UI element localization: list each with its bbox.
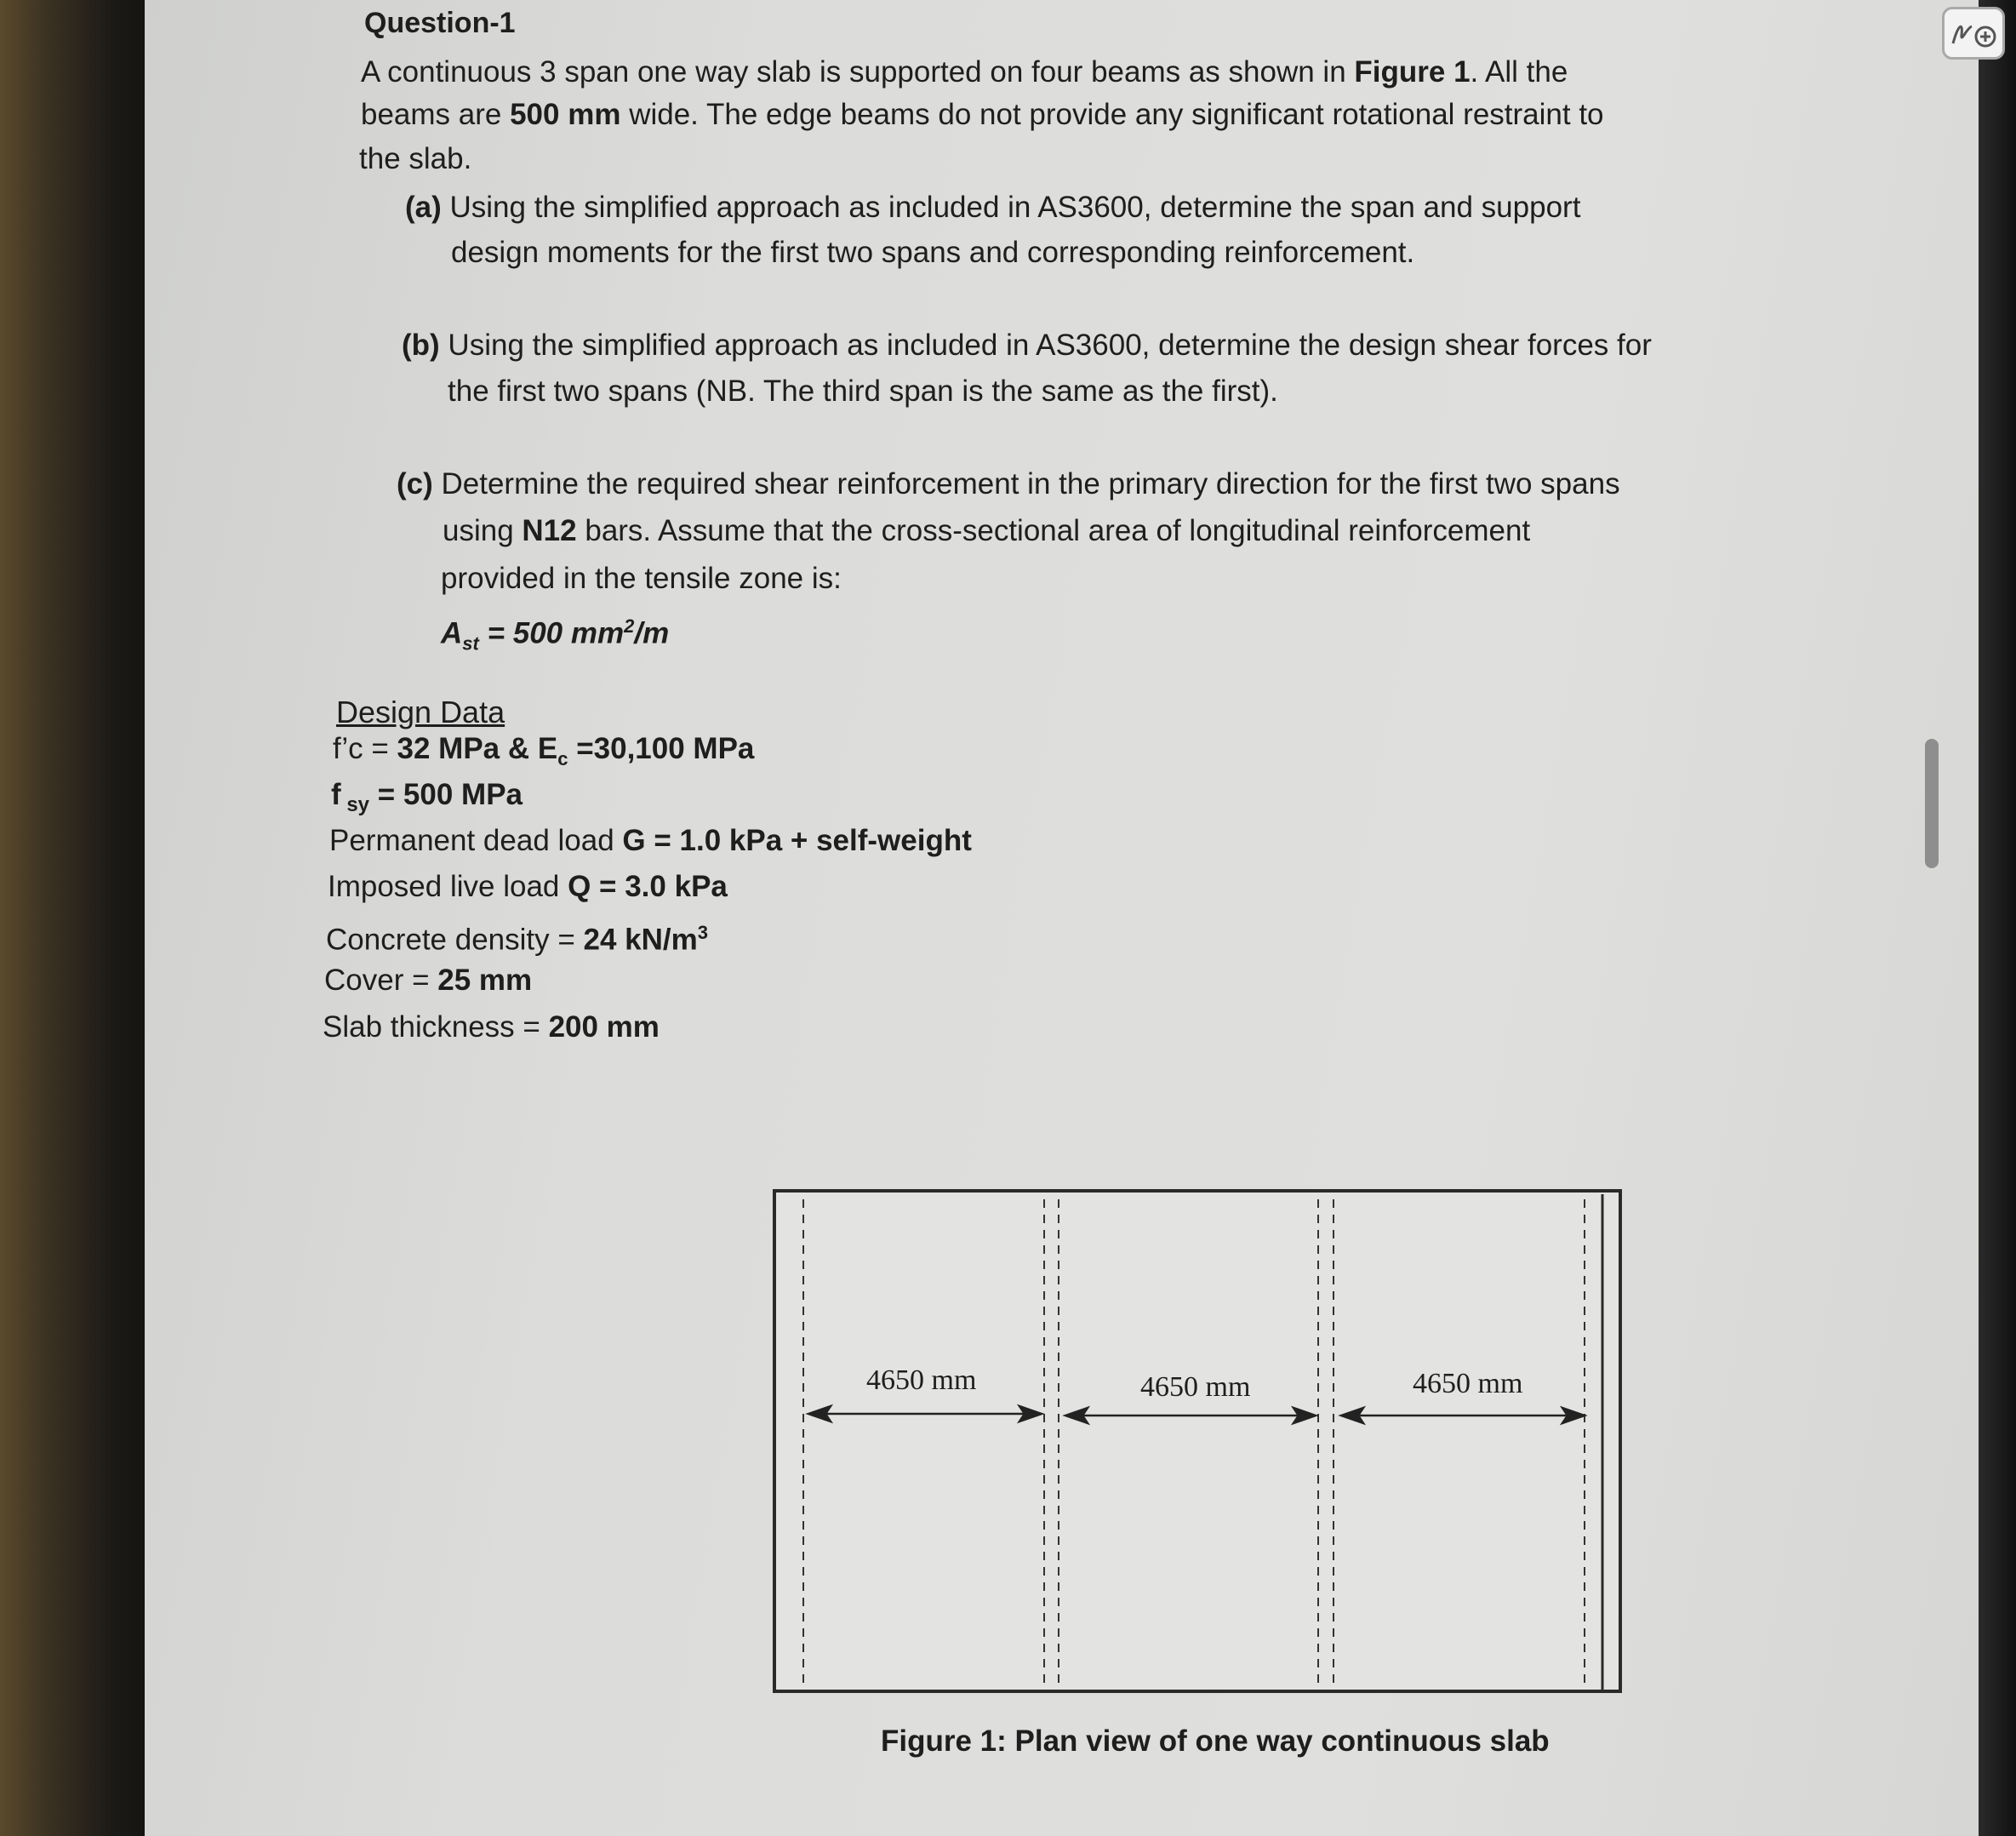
span-2-dimension: 4650 mm xyxy=(1140,1371,1251,1403)
cover-line: Cover = 25 mm xyxy=(324,964,533,997)
part-b-line-2: the first two spans (NB. The third span is the same as the first). xyxy=(448,375,1278,408)
fc-line: f’c = 32 MPa & $E_c =30,100$ MPa xyxy=(333,732,755,769)
fsy-line: f $_{sy}$ = 500 MPa xyxy=(331,778,523,816)
device-bezel-right xyxy=(1979,0,2016,1836)
part-c-line-2: using N12 bars. Assume that the cross-sectional area of longitudinal reinforcement xyxy=(443,514,1531,547)
figure-caption: Figure 1: Plan view of one way continuous slab xyxy=(881,1724,1550,1758)
question-title: Question-1 xyxy=(364,7,516,39)
slab-thickness-line: Slab thickness = 200 mm xyxy=(323,1010,660,1044)
dead-load-line: Permanent dead load G = 1.0 kPa + self-weight xyxy=(329,824,972,857)
document-page xyxy=(145,0,1979,1836)
part-c-line-1: (c) Determine the required shear reinforcement in the primary direction for the first two spans xyxy=(397,467,1620,500)
part-a-line-2: design moments for the first two spans and corresponding reinforcement. xyxy=(451,236,1415,269)
intro-line-1: A continuous 3 span one way slab is supported on four beams as shown in Figure 1. All the xyxy=(361,55,1568,89)
span-1-dimension: 4650 mm xyxy=(866,1364,977,1396)
intro-line-3: the slab. xyxy=(359,142,472,175)
ast-equation: $A_{st} = 500$ $mm^2/m$ xyxy=(441,615,670,655)
slab-plan-figure xyxy=(773,1189,1622,1693)
design-data-heading: Design Data xyxy=(336,695,505,729)
part-b-line-1: (b) Using the simplified approach as included in AS3600, determine the design shear forces for xyxy=(402,329,1652,362)
part-c-line-3: provided in the tensile zone is: xyxy=(441,562,842,595)
device-bezel-left xyxy=(0,0,162,1836)
live-load-line: Imposed live load Q = 3.0 kPa xyxy=(328,870,728,903)
slab-plan-drawing xyxy=(776,1193,1619,1690)
part-a-line-1: (a) Using the simplified approach as included in AS3600, determine the span and support xyxy=(405,191,1581,224)
annotate-pen-icon[interactable] xyxy=(1942,7,2005,60)
scrollbar-thumb[interactable] xyxy=(1925,739,1939,868)
span-3-dimension: 4650 mm xyxy=(1413,1368,1523,1399)
intro-line-2: beams are 500 mm wide. The edge beams do not provide any significant rotational restraint to xyxy=(361,98,1604,131)
concrete-density-line: Concrete density = 24 $kN/m^3$ xyxy=(326,922,709,957)
